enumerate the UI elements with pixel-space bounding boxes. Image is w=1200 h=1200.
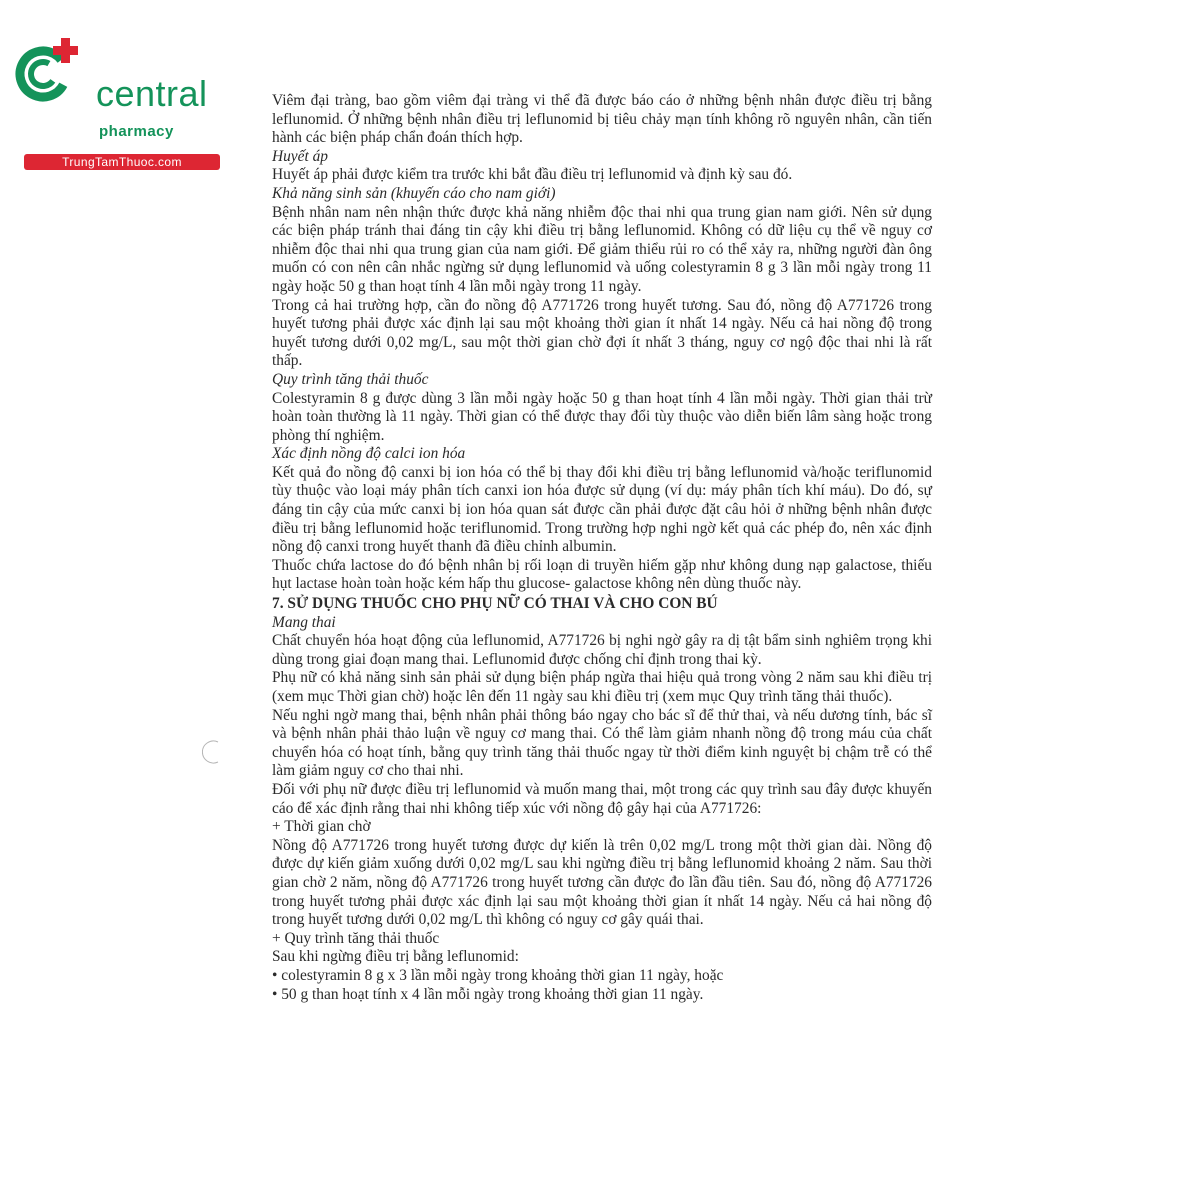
- subheading: Mang thai: [272, 613, 336, 631]
- subheading: Xác định nồng độ calci ion hóa: [272, 445, 466, 463]
- paragraph: Phụ nữ có khả năng sinh sản phải sử dụng biện pháp ngừa thai hiệu quả trong vòng 2 năm sau khi điều trị (xem mục Thời gian chờ) hoặc lên đến 11 ngày sau khi điều trị (xem mục Quy trình tăng thải thuốc).: [272, 669, 932, 705]
- paragraph: Colestyramin 8 g được dùng 3 lần mỗi ngày hoặc 50 g than hoạt tính 4 lần mỗi ngày. Thời gian thải trừ hoàn toàn thường là 11 ngày. Thời gian có thể được thay đổi tùy thuộc vào diễn biến lâm sàng hoặc trong phòng thí nghiệm.: [272, 389, 932, 444]
- logo-subtitle: pharmacy: [99, 123, 174, 140]
- paragraph: + Quy trình tăng thải thuốc: [272, 929, 440, 947]
- paragraph: Huyết áp phải được kiểm tra trước khi bắt đầu điều trị leflunomid và định kỳ sau đó.: [272, 166, 793, 184]
- punch-hole-mark: [202, 740, 226, 764]
- paragraph: Kết quả đo nồng độ canxi bị ion hóa có thể bị thay đổi khi điều trị bằng leflunomid và/hoặc teriflunomid tùy thuộc vào loại máy phân tích canxi ion hóa được sử dụng (ví dụ: máy phân tích khí máu). Do đó, sự đáng tin cậy của mức canxi bị ion hóa quan sát được cần phải được đặt câu hỏi ở những bệnh nhân được điều trị bằng leflunomid hoặc teriflunomid. Trong trường hợp nghi ngờ kết quả các phép đo, nên xác định nồng độ canxi trong huyết thanh đã điều chỉnh albumin.: [272, 463, 932, 556]
- bullet-item: • 50 g than hoạt tính x 4 lần mỗi ngày trong khoảng thời gian 11 ngày.: [272, 985, 704, 1003]
- paragraph: Chất chuyển hóa hoạt động của leflunomid, A771726 bị nghi ngờ gây ra dị tật bẩm sinh nghiêm trọng khi dùng trong giai đoạn mang thai. Leflunomid được chống chỉ định trong thai kỳ.: [272, 632, 932, 668]
- paragraph: Nếu nghi ngờ mang thai, bệnh nhân phải thông báo ngay cho bác sĩ để thử thai, và nếu dương tính, bác sĩ và bệnh nhân phải thảo luận về nguy cơ mang thai. Có thể làm giảm nhanh nồng độ trong máu của chất chuyển hóa có hoạt tính, bằng quy trình tăng thải thuốc ngay từ thời điểm kinh nguyệt bị chậm trễ có thể làm giảm nguy cơ cho thai nhi.: [272, 706, 932, 780]
- paragraph: Bệnh nhân nam nên nhận thức được khả năng nhiễm độc thai nhi qua trung gian nam giới. Nên sử dụng các biện pháp tránh thai đáng tin cậy khi điều trị bằng leflunomid. Không có dữ liệu cụ thể về nguy cơ nhiễm độc thai nhi qua trung gian của nam giới. Để giảm thiểu rủi ro có thể xảy ra, những người đàn ông muốn có con nên cân nhắc ngừng sử dụng leflunomid và uống colestyramin 8 g 3 lần mỗi ngày trong 11 ngày hoặc 50 g than hoạt tính 4 lần mỗi ngày trong 11 ngày.: [272, 203, 932, 295]
- central-pharmacy-logo: [10, 36, 220, 169]
- pharmacy-cross-logo-icon: [10, 36, 82, 108]
- paragraph: Đối với phụ nữ được điều trị leflunomid và muốn mang thai, một trong các quy trình sau đây được khuyến cáo để xác định rằng thai nhi không tiếp xúc với nồng độ gây hại của A771726:: [272, 780, 932, 817]
- section-heading: 7. SỬ DỤNG THUỐC CHO PHỤ NỮ CÓ THAI VÀ CHO CON BÚ: [272, 595, 718, 613]
- paragraph: + Thời gian chờ: [272, 818, 371, 836]
- subheading: Quy trình tăng thải thuốc: [272, 370, 429, 388]
- document-body: [272, 92, 932, 1004]
- paragraph: Nồng độ A771726 trong huyết tương được dự kiến là trên 0,02 mg/L trong một thời gian dài. Nồng độ được dự kiến giảm xuống dưới 0,02 mg/L sau khi ngừng điều trị bằng leflunomid khoảng 2 năm. Sau thời gian chờ 2 năm, nồng độ A771726 trong huyết tương cần được đo lần đầu tiên. Sau đó, nồng độ A771726 trong huyết tương phải được xác định lại sau một khoảng thời gian ít nhất 14 ngày. Nếu cả hai nồng độ trong huyết tương dưới 0,02 mg/L thì không có nguy cơ gây quái thai.: [272, 836, 932, 929]
- subheading: Khả năng sinh sản (khuyến cáo cho nam giới): [272, 184, 556, 202]
- bullet-item: • colestyramin 8 g x 3 lần mỗi ngày trong khoảng thời gian 11 ngày, hoặc: [272, 966, 724, 984]
- logo-wordmark: central: [96, 73, 208, 114]
- paragraph: Trong cả hai trường hợp, cần đo nồng độ A771726 trong huyết tương. Sau đó, nồng độ A771726 trong huyết tương phải được xác định lại sau một khoảng thời gian ít nhất 14 ngày. Nếu cả hai nồng độ trong huyết tương dưới 0,02 mg/L, sau một thời gian chờ đợi ít nhất 3 tháng, nguy cơ ngộ độc thai nhi là rất thấp.: [272, 296, 932, 370]
- paragraph: Thuốc chứa lactose do đó bệnh nhân bị rối loạn di truyền hiếm gặp như không dung nạp galactose, thiếu hụt lactase hoàn toàn hoặc kém hấp thu glucose- galactose không nên dùng thuốc này.: [272, 556, 932, 593]
- subheading: Huyết áp: [272, 147, 328, 165]
- paragraph: Viêm đại tràng, bao gồm viêm đại tràng vi thể đã được báo cáo ở những bệnh nhân được điều trị bằng leflunomid. Ở những bệnh nhân điều trị leflunomid bị tiêu chảy mạn tính không rõ nguyên nhân, cần tiến hành các biện pháp chẩn đoán thích hợp.: [272, 92, 932, 147]
- logo-website-banner: TrungTamThuoc.com: [24, 154, 220, 170]
- paragraph: Sau khi ngừng điều trị bằng leflunomid:: [272, 948, 519, 966]
